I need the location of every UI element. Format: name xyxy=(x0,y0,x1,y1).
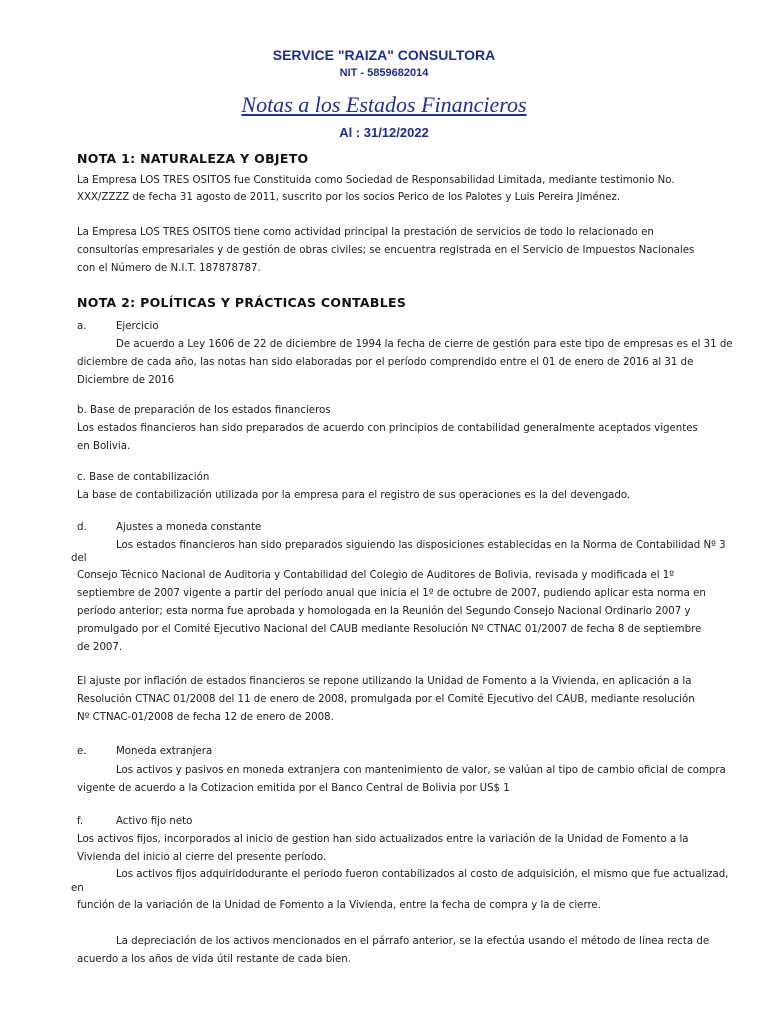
company-nit: NIT - 5859682014 xyxy=(339,67,429,79)
nota1-paragraph2-line: La Empresa LOS TRES OSITOS tiene como actividad principal la prestación de servicios de todo lo relacionado en xyxy=(77,227,654,238)
item-a-title: Ejercicio xyxy=(116,321,159,332)
item-f-line: Vivienda del inicio al cierre del presente período. xyxy=(77,852,327,863)
item-c-title: c. Base de contabilización xyxy=(77,472,210,483)
nota2-heading: NOTA 2: POLÍTICAS Y PRÁCTICAS CONTABLES xyxy=(77,295,407,310)
item-d-line: promulgado por el Comité Ejecutivo Nacional del CAUB mediante Resolución Nº CTNAC 01/2007 de fecha 8 de septiembre xyxy=(77,624,702,635)
document-date: Al : 31/12/2022 xyxy=(339,125,429,140)
item-a-marker: a. xyxy=(77,321,87,332)
nota1-paragraph1-line: La Empresa LOS TRES OSITOS fue Constituida como Sociedad de Responsabilidad Limitada, mediante testimonio No. xyxy=(77,175,675,186)
item-d-title: Ajustes a moneda constante xyxy=(116,522,262,533)
item-d-paragraph2-line: Resolución CTNAC 01/2008 del 11 de enero de 2008, promulgada por el Comité Ejecutivo del CAUB, mediante resolución xyxy=(77,694,695,705)
item-f-line: función de la variación de la Unidad de Fomento a la Vivienda, entre la fecha de compra y la de cierre. xyxy=(77,900,601,911)
nota1-paragraph1-line: XXX/ZZZZ de fecha 31 agosto de 2011, suscrito por los socios Perico de los Palotes y Luis Pereira Jiménez. xyxy=(77,192,621,203)
document-title: Notas a los Estados Financieros xyxy=(241,92,527,117)
item-d-marker: d. xyxy=(77,522,87,533)
item-f-paragraph2-line: La depreciación de los activos mencionados en el párrafo anterior, se la efectúa usando el método de línea recta de xyxy=(116,936,710,947)
item-f-paragraph2-line: acuerdo a los años de vida útil restante de cada bien. xyxy=(77,954,351,965)
item-b-title: b. Base de preparación de los estados financieros xyxy=(77,405,331,416)
item-f-line: Los activos fijos, incorporados al inicio de gestion han sido actualizados entre la variación de la Unidad de Fomento a la xyxy=(77,834,689,845)
nota1-paragraph2-line: con el Número de N.I.T. 187878787. xyxy=(77,263,261,274)
item-d-line: del xyxy=(71,553,87,564)
item-e-line: Los activos y pasivos en moneda extranjera con mantenimiento de valor, se valúan al tipo de cambio oficial de compra xyxy=(116,765,726,776)
item-a-line: Diciembre de 2016 xyxy=(77,375,175,386)
item-f-line: Los activos fijos adquiridodurante el periodo fueron contabilizados al costo de adquisición, el mismo que fue actualizad, xyxy=(116,869,729,880)
item-d-line: período anterior; esta norma fue aprobada y homologada en la Reunión del Segundo Consejo Nacional Ordinario 2007 y xyxy=(77,606,691,617)
item-d-line: de 2007. xyxy=(77,642,123,653)
item-d-paragraph2-line: Nº CTNAC-01/2008 de fecha 12 de enero de 2008. xyxy=(77,712,334,723)
company-name: SERVICE "RAIZA" CONSULTORA xyxy=(272,47,496,63)
item-d-paragraph2-line: El ajuste por inflación de estados financieros se repone utilizando la Unidad de Fomento a la Vivienda, en aplicación a la xyxy=(77,676,692,687)
item-a-line: diciembre de cada año, las notas han sido elaboradas por el período comprendido entre el 01 de enero de 2016 al 31 de xyxy=(77,357,694,368)
nota1-paragraph2-line: consultorías empresariales y de gestión de obras civiles; se encuentra registrada en el Servicio de Impuestos Nacionales xyxy=(77,245,695,256)
item-e-line: vigente de acuerdo a la Cotizacion emitida por el Banco Central de Bolivia por US$ 1 xyxy=(77,783,510,794)
item-a-line: De acuerdo a Ley 1606 de 22 de diciembre de 1994 la fecha de cierre de gestión para este tipo de empresas es el 31 de xyxy=(116,339,733,350)
item-d-line: Consejo Técnico Nacional de Auditoria y Contabilidad del Colegio de Auditores de Bolivia, revisada y modificada el 1º xyxy=(77,570,675,581)
item-e-title: Moneda extranjera xyxy=(116,746,213,757)
item-b-line: en Bolivia. xyxy=(77,441,131,452)
item-d-line: septiembre de 2007 vigente a partir del período anual que inicia el 1º de octubre de 2007, pudiendo aplicar esta norma en xyxy=(77,588,706,599)
item-e-marker: e. xyxy=(77,746,87,757)
item-f-line: en xyxy=(71,883,84,894)
item-b-line: Los estados financieros han sido preparados de acuerdo con principios de contabilidad generalmente aceptados vigentes xyxy=(77,423,698,434)
item-f-marker: f. xyxy=(77,816,84,827)
item-f-title: Activo fijo neto xyxy=(116,816,193,827)
item-d-line: Los estados financieros han sido preparados siguiendo las disposiciones establecidas en la Norma de Contabilidad Nº 3 xyxy=(116,540,726,551)
nota1-heading: NOTA 1: NATURALEZA Y OBJETO xyxy=(77,151,309,166)
item-c-line: La base de contabilización utilizada por la empresa para el registro de sus operaciones es la del devengado. xyxy=(77,490,631,501)
